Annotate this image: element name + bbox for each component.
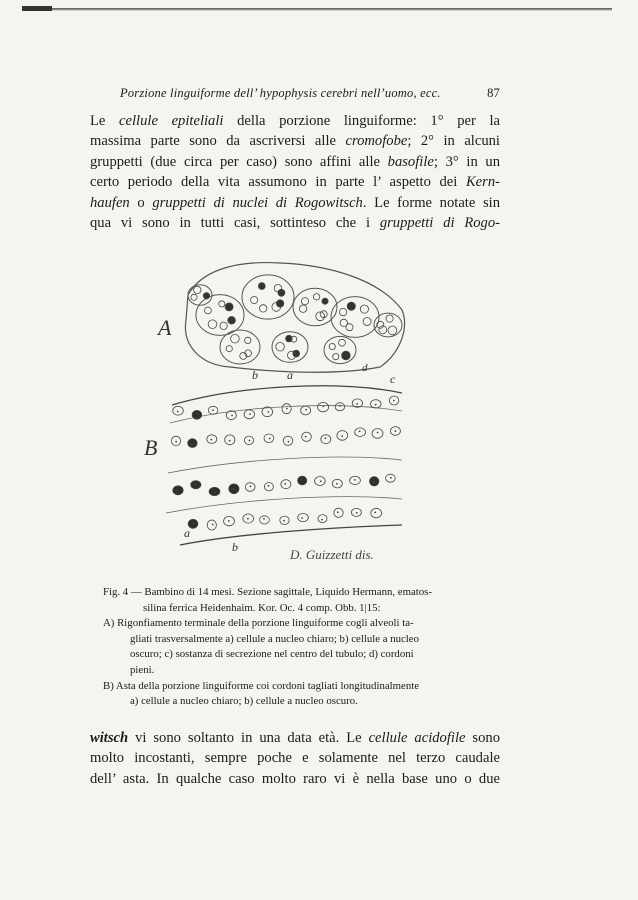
text-run: . Le forme notate sin — [362, 194, 500, 211]
nucleolus — [305, 409, 307, 411]
text-line — [90, 769, 500, 789]
mark-a-d: d — [362, 362, 368, 374]
alveolus — [374, 313, 402, 337]
cell-nucleus — [342, 351, 351, 360]
italic-run: cellule epiteliali — [119, 113, 224, 129]
nucleolus — [305, 436, 307, 438]
alveolus — [196, 295, 244, 336]
cell-nucleus — [313, 294, 319, 300]
nucleolus — [325, 437, 327, 439]
nucleolus — [375, 404, 377, 406]
nucleolus — [210, 439, 212, 441]
cell-nucleus — [355, 428, 366, 437]
nucleolus — [193, 523, 195, 525]
nucleolus — [197, 413, 199, 415]
text-run: dell’ asta. In qualche caso molto raro vi è nella base uno o due — [90, 770, 500, 787]
running-head — [120, 86, 500, 101]
caption-line-1: Fig. 4 — Bambino di 14 mesi. Sezione sagittale, Liquido Hermann, ematos- — [103, 586, 432, 598]
text-run: massima parte sono da ascriversi alle — [90, 133, 346, 150]
nucleolus — [229, 440, 231, 442]
cell-nucleus — [220, 322, 227, 329]
alveolus — [220, 330, 260, 364]
cell-nucleus — [203, 293, 209, 299]
cell-nucleus — [208, 320, 217, 329]
nucleolus — [341, 435, 343, 437]
cell-nucleus — [209, 487, 220, 495]
nucleolus — [249, 440, 251, 442]
italic-run: cromofobe — [345, 133, 408, 150]
cell-nucleus — [322, 298, 328, 304]
figure-caption — [103, 585, 500, 710]
cell-nucleus — [318, 515, 327, 523]
cell-nucleus — [245, 337, 251, 343]
alveolus — [242, 275, 294, 319]
cell-nucleus — [228, 317, 236, 325]
alveolus — [331, 297, 379, 338]
nucleolus — [339, 405, 341, 407]
text-line — [90, 172, 500, 192]
cell-nucleus — [173, 486, 183, 495]
italic-run: cellule acidofile — [368, 730, 466, 746]
caption-line-8: a) cellule a nucleo chiaro; b) cellule a nucleo oscuro. — [130, 695, 358, 708]
text-run: certo periodo della vita assumono in parte l’ aspetto dei — [90, 174, 466, 191]
nucleolus — [359, 430, 361, 432]
nucleolus — [177, 411, 179, 413]
cell-nucleus — [264, 483, 273, 491]
nucleolus — [356, 403, 358, 405]
caption-line-2: silina ferrica Heidenhaim. Kor. Oc. 4 comp. Obb. 1|15: — [143, 601, 381, 614]
cell-nucleus — [388, 326, 397, 335]
cell-nucleus — [360, 305, 368, 313]
nucleolus — [250, 485, 252, 487]
nucleolus — [320, 480, 322, 482]
cell-nucleus — [377, 321, 384, 328]
caption-line-5: oscuro; c) sostanza di secrezione nel centro del tubulo; d) cordoni — [130, 648, 414, 661]
italic-run: Kern- — [465, 174, 500, 191]
text-line — [90, 152, 500, 172]
cell-nucleus — [340, 319, 347, 326]
nucleolus — [263, 518, 265, 520]
nucleolus — [191, 443, 193, 445]
nucleolus — [374, 512, 376, 514]
cell-nucleus — [258, 283, 265, 290]
text-run: ; 3° in un — [433, 153, 500, 170]
nucleolus — [395, 430, 397, 432]
italic-run: haufen — [90, 194, 130, 211]
bold-italic-run: witsch — [90, 730, 129, 746]
cell-nucleus — [194, 286, 201, 293]
text-line — [90, 111, 500, 131]
nucleolus — [321, 519, 323, 521]
nucleolus — [377, 432, 379, 434]
alveolus — [324, 336, 356, 363]
text-line — [90, 213, 500, 233]
text-line — [90, 728, 500, 748]
nucleolus — [323, 406, 325, 408]
top-rule — [52, 8, 612, 11]
text-line — [90, 131, 500, 151]
nucleolus — [286, 408, 288, 410]
nucleolus — [212, 409, 214, 411]
nucleolus — [228, 520, 230, 522]
running-head-title: Porzione linguiforme dell’ hypophysis cerebri nell’uomo, ecc. — [120, 86, 441, 100]
mark-a-a: a — [287, 368, 293, 382]
nucleolus — [373, 481, 375, 483]
histology-figure — [140, 255, 418, 573]
nucleolus — [231, 415, 233, 417]
nucleolus — [390, 477, 392, 479]
cell-nucleus — [262, 407, 273, 417]
nucleolus — [214, 492, 216, 494]
caption-line-4: gliati trasversalmente a) cellule a nucleo chiaro; b) cellule a nucleo — [130, 632, 419, 645]
text-line — [90, 748, 500, 768]
mark-b-b: b — [232, 540, 238, 554]
nucleolus — [249, 413, 251, 415]
nucleolus — [284, 483, 286, 485]
nucleolus — [337, 511, 339, 513]
cell-nucleus — [299, 305, 306, 312]
cell-nucleus — [335, 403, 345, 411]
nucleolus — [356, 512, 358, 514]
nucleolus — [269, 438, 271, 440]
paragraph-1 — [90, 111, 500, 233]
artist-signature: D. Guizzetti dis. — [290, 547, 374, 562]
page-number: 87 — [487, 86, 500, 100]
text-run: o — [129, 194, 153, 211]
paragraph-2 — [90, 728, 500, 789]
italic-run: gruppetti di Rogo- — [379, 215, 500, 232]
figure-label-a: A — [158, 315, 172, 340]
mark-a-c: c — [390, 372, 396, 386]
nucleolus — [336, 483, 338, 485]
nucleolus — [267, 411, 269, 413]
figure-label-b: B — [144, 435, 158, 460]
mark-b-a: a — [184, 526, 190, 540]
italic-run: basofile — [387, 153, 434, 170]
nucleolus — [301, 479, 303, 481]
italic-run: gruppetti di nuclei di Rogowitsch — [152, 194, 363, 211]
cell-nucleus — [251, 297, 258, 304]
cell-nucleus — [207, 520, 216, 530]
nucleolus — [176, 489, 178, 491]
caption-line-6: pieni. — [130, 663, 155, 676]
cell-nucleus — [191, 294, 197, 300]
cell-nucleus — [205, 307, 212, 314]
cell-nucleus — [225, 303, 233, 311]
figure-drawing — [140, 255, 418, 573]
cell-nucleus — [329, 343, 335, 349]
caption-line-3: A) Rigonfiamento terminale della porzione linguiforme cogli alveoli ta- — [103, 617, 414, 630]
nucleolus — [268, 485, 270, 487]
text-run: Le — [90, 113, 120, 129]
cell-nucleus — [347, 302, 355, 310]
text-run: molto incostanti, sempre poche e solamente nel terzo caudale — [90, 750, 500, 767]
nucleolus — [233, 488, 235, 490]
nucleolus — [354, 479, 356, 481]
nucleolus — [247, 518, 249, 520]
caption-line-7: B) Asta della porzione linguiforme coi cordoni tagliati longitudinalmente — [103, 679, 420, 692]
nucleolus — [283, 520, 285, 522]
mark-a-b: b — [252, 368, 258, 382]
text-run: qua vi sono in tutti casi, sottinteso che i — [90, 215, 380, 232]
cell-nucleus — [260, 516, 270, 524]
cell-nucleus — [231, 334, 240, 343]
text-run: gruppetti (due circa per caso) sono affini alle — [90, 153, 388, 170]
text-run: vi sono soltanto in una data età. Le — [128, 730, 369, 746]
nucleolus — [393, 400, 395, 402]
cell-nucleus — [276, 342, 285, 351]
cell-nucleus — [321, 435, 331, 444]
cell-nucleus — [219, 301, 225, 307]
cell-nucleus — [386, 315, 393, 322]
panel-b — [166, 386, 402, 545]
cell-nucleus — [298, 513, 309, 521]
cell-nucleus — [339, 339, 346, 346]
cell-nucleus — [301, 298, 308, 305]
cell-nucleus — [333, 354, 339, 360]
cell-nucleus — [283, 436, 293, 445]
nucleolus — [288, 441, 290, 443]
cell-nucleus — [192, 410, 202, 419]
text-run: ; 2° in alcuni — [407, 133, 500, 150]
cell-nucleus — [339, 308, 346, 315]
cell-nucleus — [278, 289, 285, 296]
cell-nucleus — [276, 300, 283, 307]
cell-nucleus — [226, 346, 232, 352]
nucleolus — [195, 484, 197, 486]
panel-a — [185, 263, 404, 373]
text-line — [90, 193, 500, 213]
nucleolus — [301, 517, 303, 519]
cell-nucleus — [301, 406, 311, 415]
cell-nucleus — [260, 305, 267, 312]
nucleolus — [212, 524, 214, 526]
cell-nucleus — [372, 429, 383, 439]
nucleolus — [175, 441, 177, 443]
cell-nucleus — [363, 318, 371, 326]
cell-nucleus — [225, 435, 235, 445]
text-run: della porzione linguiforme: 1° per la — [223, 113, 501, 129]
cell-nucleus — [371, 508, 382, 517]
text-run: sono — [465, 730, 501, 746]
cell-nucleus — [293, 350, 300, 357]
